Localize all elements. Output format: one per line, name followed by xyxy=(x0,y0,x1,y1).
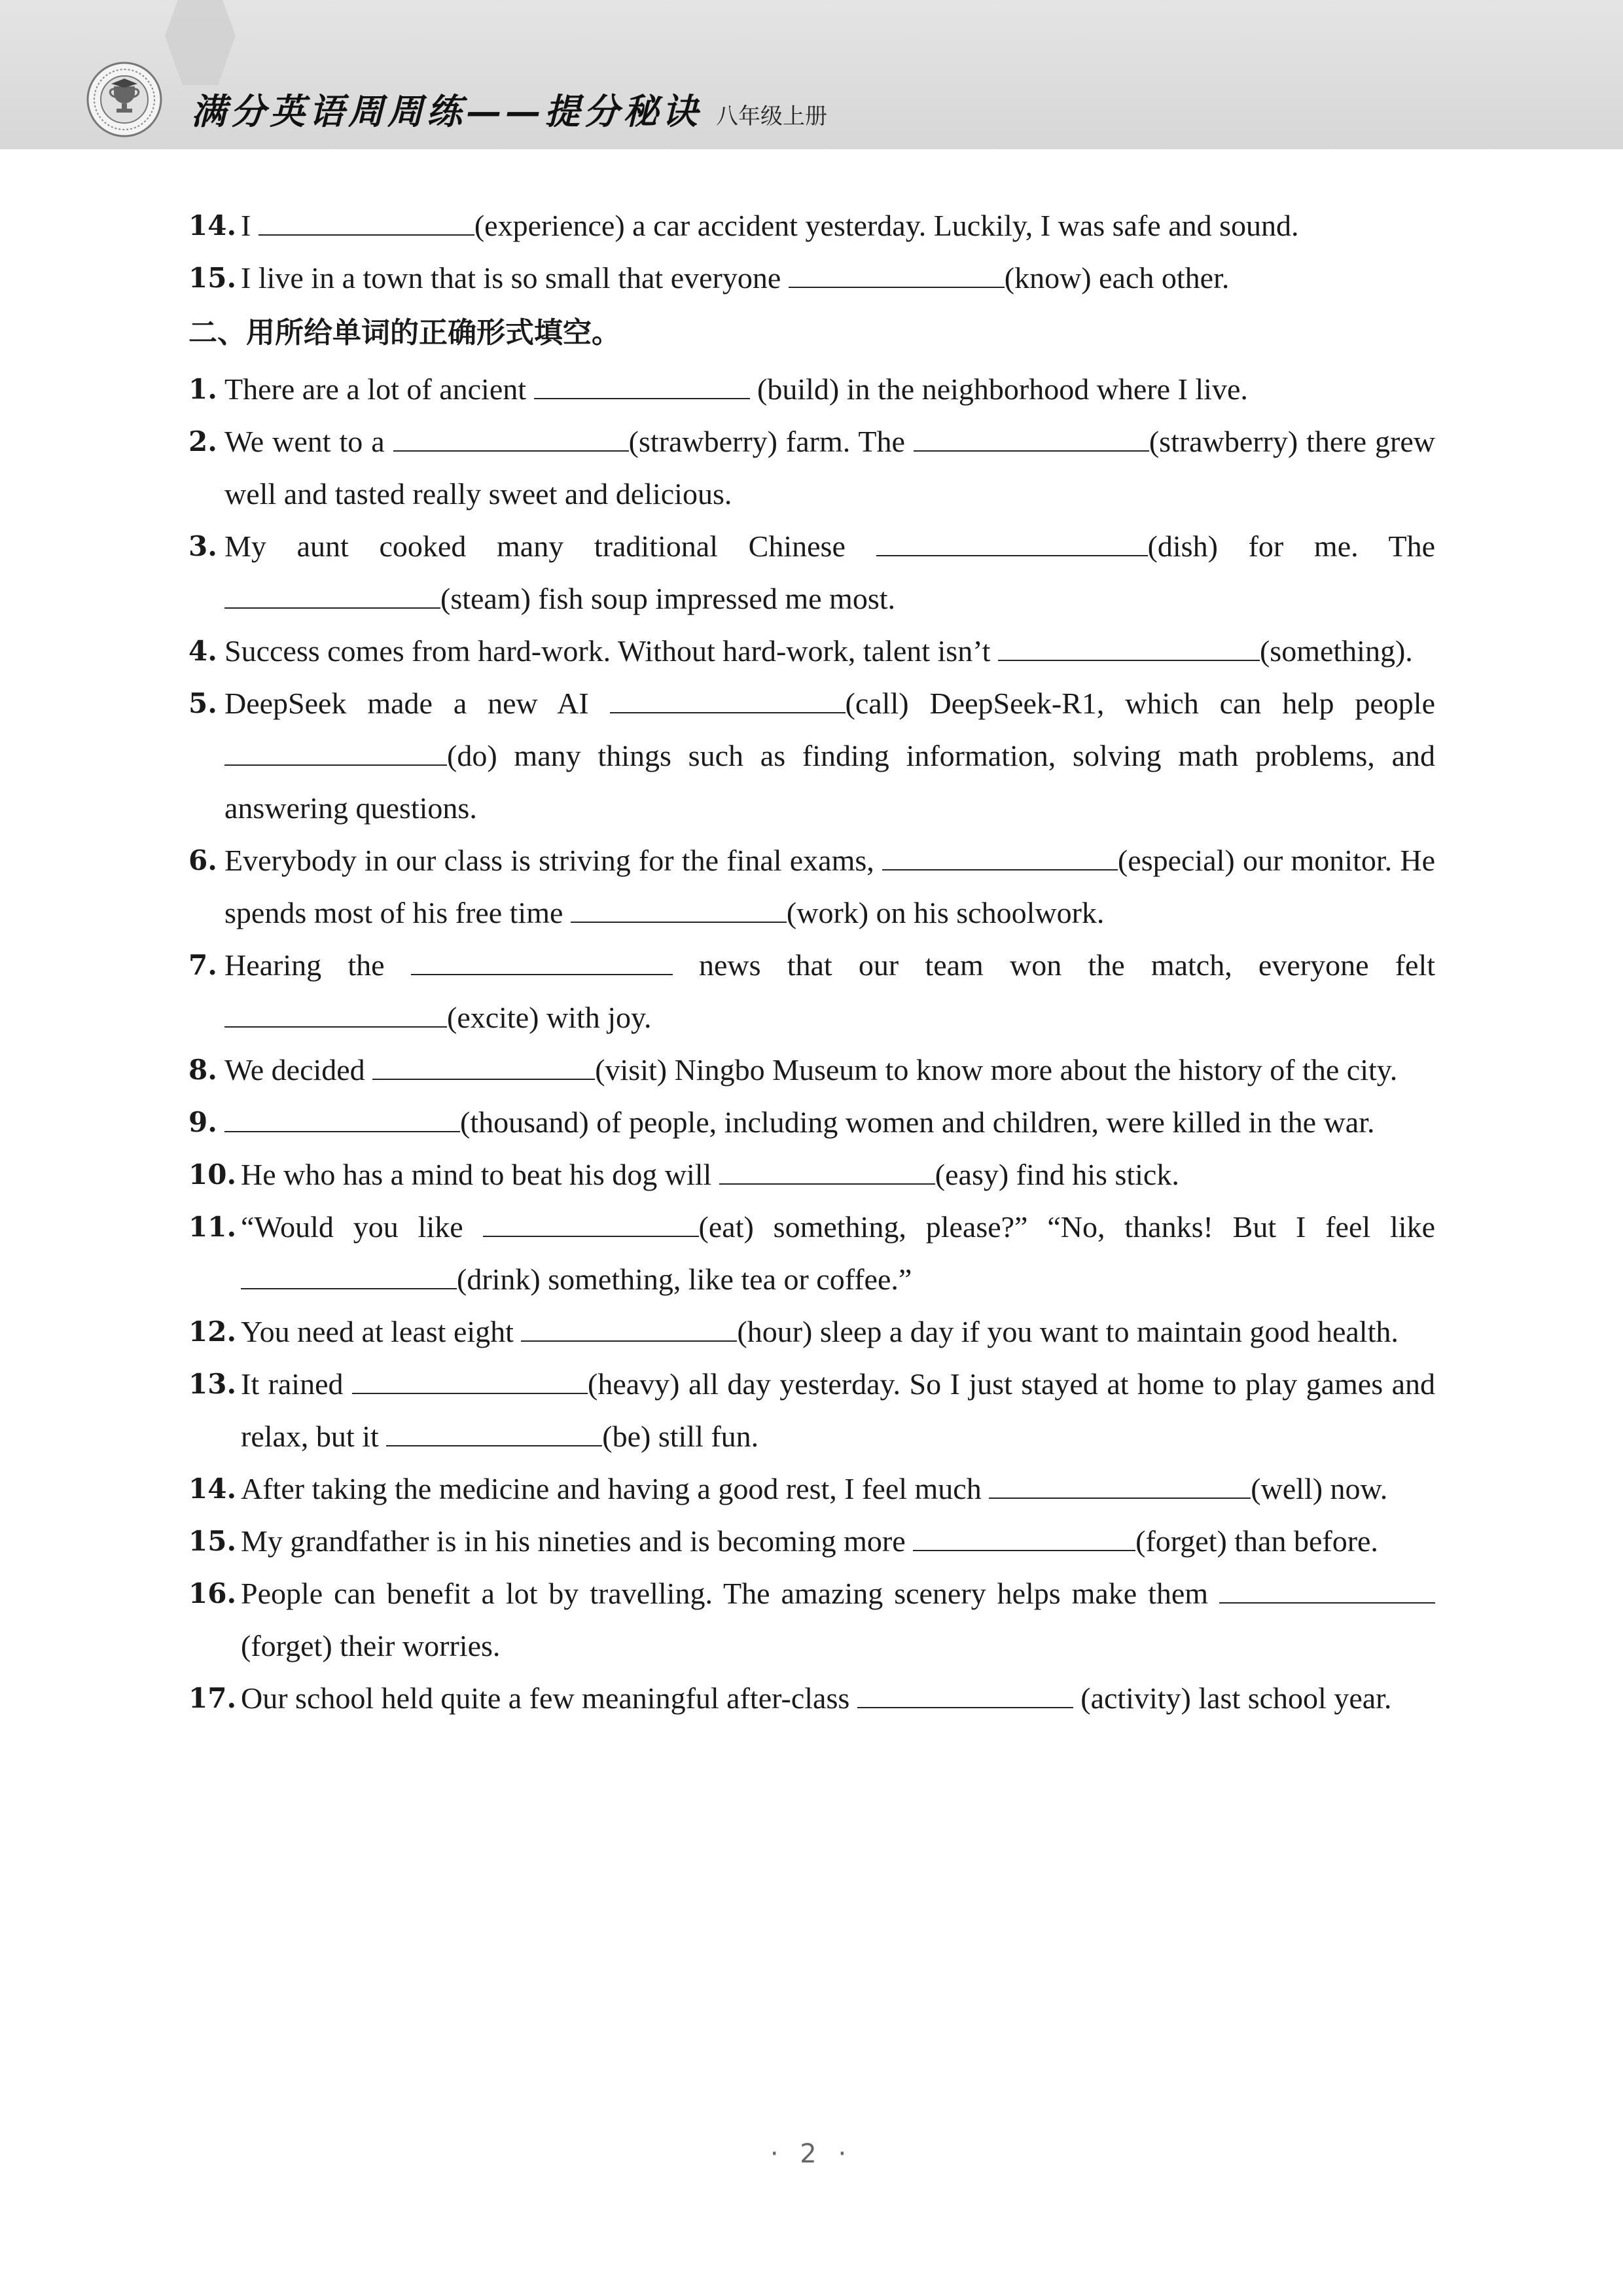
answer-blank[interactable] xyxy=(719,1157,935,1185)
answer-blank[interactable] xyxy=(571,895,787,923)
question-item: 6. Everybody in our class is striving for the final exams, (especial) our monitor. He spends most of his free time (work) on his schoolwork. xyxy=(188,834,1435,939)
book-title: 满分英语周周练——提分秘诀 xyxy=(191,90,702,132)
question-number: 3. xyxy=(188,530,217,562)
question-number: 14. xyxy=(188,209,237,242)
page-header xyxy=(0,0,1623,149)
answer-blank[interactable] xyxy=(913,1524,1135,1551)
book-brand xyxy=(191,84,827,134)
question-item: 5. DeepSeek made a new AI (call) DeepSeek-R1, which can help people (do) many things such as finding information, solving math problems, and answering questions. xyxy=(188,677,1435,834)
question-item: 11. “Would you like (eat) something, please?” “No, thanks! But I feel like (drink) something, like tea or coffee.” xyxy=(188,1201,1435,1306)
section-heading: 二、用所给单词的正确形式填空。 xyxy=(188,316,620,350)
answer-blank[interactable] xyxy=(224,581,440,609)
question-item: 14. I (experience) a car accident yesterday. Luckily, I was safe and sound. xyxy=(188,200,1435,252)
exercise-content xyxy=(188,200,1435,1725)
question-number: 13. xyxy=(188,1368,237,1400)
answer-blank[interactable] xyxy=(857,1681,1073,1708)
question-number: 1. xyxy=(188,373,217,405)
question-item: 12. You need at least eight (hour) sleep a day if you want to maintain good health. xyxy=(188,1306,1435,1358)
question-number: 6. xyxy=(188,844,217,876)
question-item: 3. My aunt cooked many traditional Chinese (dish) for me. The (steam) fish soup impressed me most. xyxy=(188,520,1435,625)
answer-blank[interactable] xyxy=(352,1367,588,1394)
question-item: 15. I live in a town that is so small that everyone (know) each other. xyxy=(188,252,1435,304)
page-number: · 2 · xyxy=(770,2139,853,2169)
question-item: 8. We decided (visit) Ningbo Museum to know more about the history of the city. xyxy=(188,1044,1435,1096)
answer-blank[interactable] xyxy=(483,1210,699,1237)
question-number: 10. xyxy=(188,1158,237,1191)
question-number: 4. xyxy=(188,635,217,667)
question-number: 5. xyxy=(188,687,217,719)
answer-blank[interactable] xyxy=(534,372,750,399)
answer-blank[interactable] xyxy=(882,843,1118,870)
question-number: 9. xyxy=(188,1106,217,1138)
question-number: 16. xyxy=(188,1577,237,1609)
question-number: 2. xyxy=(188,425,217,457)
decorative-hexagon xyxy=(165,0,236,85)
answer-blank[interactable] xyxy=(224,738,447,766)
answer-blank[interactable] xyxy=(876,529,1148,556)
answer-blank[interactable] xyxy=(241,1262,457,1289)
answer-blank[interactable] xyxy=(989,1471,1251,1499)
question-number: 11. xyxy=(188,1211,237,1243)
question-item: 2. We went to a (strawberry) farm. The (strawberry) there grew well and tasted really sweet and delicious. xyxy=(188,416,1435,520)
question-item: 14. After taking the medicine and having a good rest, I feel much (well) now. xyxy=(188,1463,1435,1515)
grade-label: 八年级上册 xyxy=(716,103,827,130)
answer-blank[interactable] xyxy=(1219,1576,1435,1604)
answer-blank[interactable] xyxy=(224,1105,460,1132)
question-item: 13. It rained (heavy) all day yesterday. So I just stayed at home to play games and relax, but it (be) still fun. xyxy=(188,1358,1435,1463)
answer-blank[interactable] xyxy=(386,1419,602,1446)
answer-blank[interactable] xyxy=(789,260,1005,288)
question-number: 14. xyxy=(188,1473,237,1505)
answer-blank[interactable] xyxy=(998,634,1260,661)
answer-blank[interactable] xyxy=(372,1052,595,1080)
answer-blank[interactable] xyxy=(521,1314,737,1342)
answer-blank[interactable] xyxy=(914,424,1149,452)
question-number: 15. xyxy=(188,1525,237,1557)
question-number: 8. xyxy=(188,1054,217,1086)
question-item: 7. Hearing the news that our team won the match, everyone felt (excite) with joy. xyxy=(188,939,1435,1044)
question-number: 17. xyxy=(188,1682,237,1714)
answer-blank[interactable] xyxy=(393,424,629,452)
question-number: 15. xyxy=(188,262,237,294)
answer-blank[interactable] xyxy=(411,948,673,975)
question-item: 4. Success comes from hard-work. Without hard-work, talent isn’t (something). xyxy=(188,625,1435,677)
answer-blank[interactable] xyxy=(610,686,846,713)
question-item: 1. There are a lot of ancient (build) in the neighborhood where I live. xyxy=(188,363,1435,416)
question-item: 9. (thousand) of people, including women and children, were killed in the war. xyxy=(188,1096,1435,1149)
question-item: 15. My grandfather is in his nineties and is becoming more (forget) than before. xyxy=(188,1515,1435,1568)
question-item: 10. He who has a mind to beat his dog will (easy) find his stick. xyxy=(188,1149,1435,1201)
answer-blank[interactable] xyxy=(224,1000,447,1028)
question-number: 7. xyxy=(188,949,217,981)
question-item: 17. Our school held quite a few meaningful after-class (activity) last school year. xyxy=(188,1672,1435,1725)
answer-blank[interactable] xyxy=(259,208,474,236)
question-number: 12. xyxy=(188,1316,237,1348)
trophy-seal-icon xyxy=(85,60,164,139)
question-item: 16. People can benefit a lot by travelling. The amazing scenery helps make them (forget) their worries. xyxy=(188,1568,1435,1672)
